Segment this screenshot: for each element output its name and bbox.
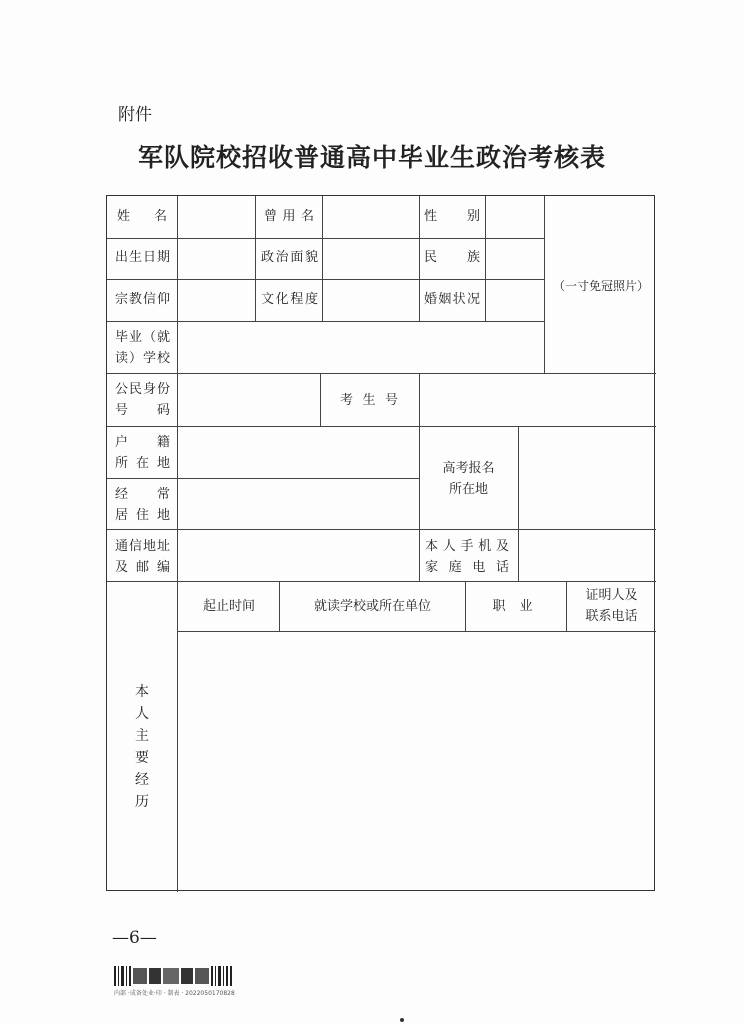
label-religion: 宗教信仰 xyxy=(115,292,170,307)
column-witness-line2: 联系电话 xyxy=(585,609,638,624)
label-address-line1: 通信地址 xyxy=(115,539,170,554)
column-witness-line1: 证明人及 xyxy=(585,588,638,603)
label-political-status: 政治面貌 xyxy=(261,250,318,265)
column-school: 就读学校或所在单位 xyxy=(313,599,431,614)
scan-dot xyxy=(400,1018,404,1022)
column-period: 起止时间 xyxy=(202,599,255,614)
label-residence-line2: 居住地 xyxy=(115,508,170,523)
experience-label: 本 人 主 要 经 历 xyxy=(135,684,149,810)
label-birth-date: 出生日期 xyxy=(115,250,170,265)
label-former-name: 曾用名 xyxy=(264,209,314,224)
column-job: 职业 xyxy=(492,599,547,614)
political-review-form xyxy=(106,195,655,891)
label-school-line1: 毕业（就 xyxy=(115,330,170,345)
barcode-text: 内部 ·成备处业·印 · 制表 · 2022050170828 xyxy=(114,990,235,997)
attachment-label: 附件 xyxy=(118,105,152,125)
label-residence-line1: 经常 xyxy=(115,487,170,502)
label-exam-location-line2: 所在地 xyxy=(448,482,488,497)
label-exam-number: 考生号 xyxy=(340,393,398,408)
label-id-line2: 号码 xyxy=(115,403,170,418)
label-phone-line2: 家庭电话 xyxy=(425,560,509,575)
barcode-icon xyxy=(114,966,232,986)
label-education: 文化程度 xyxy=(261,292,318,307)
label-phone-line1: 本人手机及 xyxy=(425,539,509,554)
label-address-line2: 及邮编 xyxy=(115,560,170,575)
label-gender: 性别 xyxy=(424,209,480,224)
label-id-line1: 公民身份 xyxy=(115,382,170,397)
label-exam-location-line1: 高考报名 xyxy=(442,461,495,476)
page-number: —6— xyxy=(112,928,157,948)
label-ethnicity: 民族 xyxy=(424,250,480,265)
photo-placeholder: （一寸免冠照片） xyxy=(552,279,649,293)
label-school-line2: 读）学校 xyxy=(115,351,170,366)
label-name: 姓名 xyxy=(117,209,167,224)
label-hukou-line1: 户籍 xyxy=(115,435,170,450)
label-hukou-line2: 所在地 xyxy=(115,456,170,471)
page-title: 军队院校招收普通高中毕业生政治考核表 xyxy=(137,143,606,172)
label-marital-status: 婚姻状况 xyxy=(424,292,480,307)
